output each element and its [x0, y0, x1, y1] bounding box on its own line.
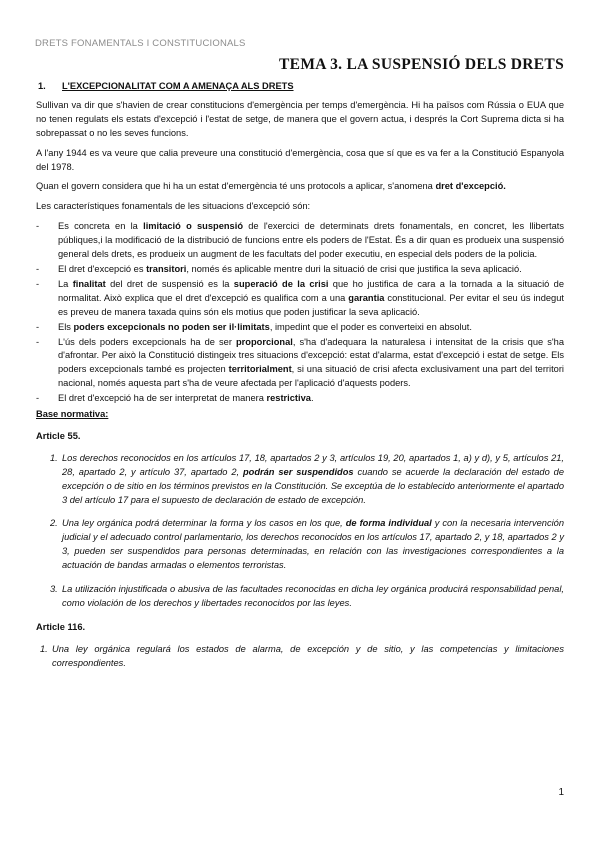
article-116-heading: Article 116.: [36, 621, 86, 632]
section-heading: [36, 80, 564, 94]
list-item: 1. Una ley orgánica regulará los estados de alarma, de excepción y de sitio, y las competencias y limitaciones correspondientes.: [40, 643, 564, 668]
characteristics-list: [36, 220, 564, 406]
list-item: - El dret d'excepció ha de ser interpretat de manera restrictiva.: [36, 392, 564, 406]
paragraph-dret-excepcio: Quan el govern considera que hi ha un estat d'emergència té uns protocols a aplicar, s'anomena dret d'excepció.: [36, 181, 506, 192]
list-item: 2. Una ley orgánica podrá determinar la forma y los casos en los que, de forma individual y con la necesaria intervención judicial y el adecuado control parlamentario, los derechos reconocidos en los artículos 17, apartado 2, y 18, apartados 2 y 3, pueden ser suspendidos para personas determinadas, en relación con las investigaciones correspondientes a la actuación de bandas armadas o elementos terroristas.: [50, 518, 565, 571]
base-normativa-heading: Base normativa:: [36, 409, 109, 420]
page-title: TEMA 3. LA SUSPENSIÓ DELS DRETS: [279, 56, 564, 73]
list-item: - L'ús dels poders excepcionals ha de ser proporcional, s'ha d'adequara la naturalesa i intensitat de la crisis que s'ha d'afrontar. Per això la Constitució distingeix tres situacions d'excepció: estat d'alarma, estat d'excepció i estat de setge. Els poders excepcionals també es projecten territorialment, si una situació de crisi afecta exclusivament una part del territori nacional, només aquesta part s'ha de veure afectada per l'aplicació d'aquests poders.: [36, 336, 564, 392]
list-item: - Els poders excepcionals no poden ser il·limitats, impedint que el poder es converteixi en absolut.: [36, 321, 564, 335]
list-item: - Es concreta en la limitació o suspensió de l'exercici de determinats drets fonamentals, en concret, les llibertats públiques,i la modificació de la distribució de funcions entre els poders de l'Estat. És a dir quan es produeix una suspensió general dels drets, es produeix un augment de les facultats del poder executiu, en especial dels poders de la policia.: [36, 220, 564, 262]
article-55-list: [36, 452, 564, 611]
list-item: - El dret d'excepció es transitori, només és aplicable mentre duri la situació de crisi que justifica la seva aplicació.: [36, 263, 564, 277]
page-number: 1: [558, 787, 564, 798]
section-title: L'EXCEPCIONALITAT COM A AMENAÇA ALS DRETS: [62, 81, 294, 91]
list-item: - La finalitat del dret de suspensió es la superació de la crisi que ho justifica de cara a la tornada a la situació de normalitat. Això explica que el dret d'excepció es qualifica com a una garantia constitucional. Per evitar el seu ús indegut es preveu de manera taxada quins són els motius que poden justificar la seva aplicació.: [36, 278, 564, 320]
paragraph-1944: A l'any 1944 es va veure que calia preveure una constitució d'emergència, cosa que sí que es va fer a la Constitució Espanyola del 1978.: [36, 147, 564, 172]
list-item: 1. Los derechos reconocidos en los artículos 17, 18, apartados 2 y 3, artículos 19, 20, apartados 1, a) y d), y 5, artículos 21, 28, apartado 2, y artículo 37, apartado 2, podrán ser suspendidos cuando se acuerde la declaración del estado de excepción o de sitio en los términos previstos en la Constitución. Se exceptúa de lo establecido anteriormente el apartado 3 del artículo 17 para el supuesto de declaración de estado de excepción.: [50, 452, 565, 505]
paragraph-caracteristiques: Les característiques fonamentals de les situacions d'excepció són:: [36, 201, 311, 212]
list-item: 3. La utilización injustificada o abusiva de las facultades reconocidas en dicha ley orgánica producirá responsabilidad penal, como violación de los derechos y libertades reconocidos por las leyes.: [50, 584, 564, 608]
section-number: 1.: [38, 81, 46, 91]
paragraph-sullivan: Sullivan va dir que s'havien de crear constitucions d'emergència per temps d'emergència. Hi ha països com Rússia o EUA que no tenen regulats els estats d'excepció i l'estat de setge, de manera que el govern actua, i després la Cort Suprema dicta si ha sobrepassat o no les seves funcions.: [36, 99, 564, 138]
document-body: [36, 80, 564, 681]
article-55-heading: Article 55.: [36, 430, 81, 441]
running-header: DRETS FONAMENTALS I CONSTITUCIONALS: [35, 38, 246, 49]
article-116-list: [36, 643, 564, 671]
